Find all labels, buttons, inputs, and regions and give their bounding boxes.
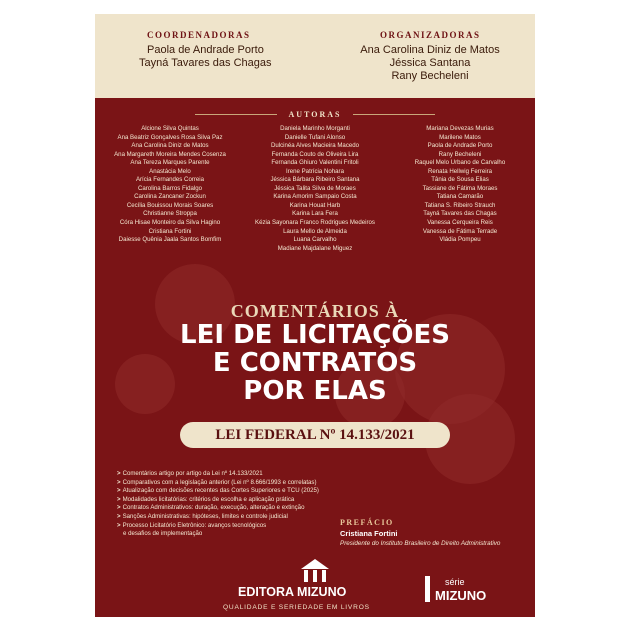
author-name: Carolina Zancaner Zockun — [134, 193, 206, 201]
bullet-item: e desafios de implementação — [123, 530, 203, 538]
author-name: Tatiana S. Ribeiro Strauch — [424, 201, 496, 209]
author-name: Jéssica Bárbara Ribeiro Santana — [270, 176, 360, 184]
author-name: Karina Lara Fera — [292, 210, 338, 218]
author-name: Daiesse Quênia Jaala Santos Bomfim — [118, 236, 222, 244]
organizadoras-label: ORGANIZADORAS — [380, 30, 481, 40]
authors-column — [242, 125, 388, 253]
subtitle-comentarios: COMENTÁRIOS À — [230, 301, 400, 321]
author-name: Córa Hisae Monteiro da Silva Hagino — [119, 219, 221, 227]
author-name: Paola de Andrade Porto — [427, 142, 493, 150]
serie-label: série — [445, 577, 465, 587]
author-name: Irene Patrícia Nohara — [286, 167, 344, 175]
prefacio-label: PREFÁCIO — [340, 518, 394, 527]
author-name: Tânia de Sousa Elias — [431, 176, 489, 184]
authors-column — [387, 125, 533, 245]
author-name: Anastácia Melo — [149, 167, 191, 175]
publisher-tagline: QUALIDADE E SERIEDADE EM LIVROS — [223, 604, 370, 611]
author-name: Laura Mello de Almeida — [283, 227, 347, 235]
prefacio-name: Cristiana Fortini — [340, 529, 398, 538]
organizadora-name: Jéssica Santana — [389, 57, 471, 69]
author-name: Ana Margareth Moreira Mendes Cosenza — [114, 150, 226, 158]
bullet-item: > Processo Licitatório Eletrônico: avanços tecnológicos — [117, 521, 267, 529]
bullet-list — [117, 470, 357, 539]
author-name: Marilene Matos — [439, 133, 481, 141]
main-title-line: E CONTRATOS — [212, 348, 418, 378]
author-name: Fernanda Couto de Oliveira Lira — [271, 150, 359, 158]
author-name: Daniela Marinho Morganti — [280, 125, 350, 132]
author-name: Cristiana Fortini — [148, 227, 192, 235]
author-name: Renata Hellwig Ferreira — [427, 167, 492, 175]
author-name: Ana Beatriz Gonçalves Rosa Silva Paz — [117, 133, 223, 141]
author-name: Ana Tereza Marques Parente — [130, 159, 210, 167]
autoras-label: AUTORAS — [288, 110, 342, 119]
coordenadoras-label: COORDENADORAS — [147, 30, 251, 40]
author-name: Madiane Majdalane Miguez — [277, 244, 353, 252]
author-name: Kézia Sayonara Franco Rodrigues Medeiros — [255, 219, 375, 227]
serie-name: MIZUNO — [435, 588, 487, 603]
publisher-name: EDITORA MIZUNO — [238, 585, 347, 599]
author-name: Alcione Silva Quintas — [141, 125, 199, 132]
law-badge: LEI FEDERAL Nº 14.133/2021 — [180, 422, 450, 448]
serie-bar — [425, 576, 430, 602]
bullet-item: > Atualização com decisões recentes das Cortes Superiores e TCU (2025) — [117, 487, 319, 495]
bullet-item: > Contratos Administrativos: duração, execução, alteração e extinção — [117, 504, 305, 512]
coordenadora-name: Paola de Andrade Porto — [147, 44, 264, 56]
author-name: Raquel Melo Urbano de Carvalho — [414, 159, 506, 167]
bullet-item: > Comentários artigo por artigo da Lei nº 14.133/2021 — [117, 470, 263, 477]
author-name: Vanessa Cerqueira Reis — [427, 219, 493, 227]
bullet-item: > Sanções Administrativas: hipóteses, limites e controle judicial — [117, 512, 288, 520]
author-name: Tatiana Camarão — [436, 193, 484, 201]
author-name: Tayná Tavares das Chagas — [423, 210, 497, 218]
author-name: Mariana Devezas Murias — [426, 125, 494, 132]
bullet-item: > Comparativos com a legislação anterior (Lei nº 8.666/1993 e correlatas) — [117, 478, 317, 486]
coordenadora-name: Tayná Tavares das Chagas — [139, 57, 272, 69]
author-name: Danielle Tufani Alonso — [284, 133, 346, 141]
main-title-line: POR ELAS — [243, 376, 387, 406]
author-name: Karina Amorim Sampaio Costa — [273, 193, 357, 201]
top-band — [95, 14, 535, 98]
author-name: Jéssica Talita Silva de Moraes — [274, 184, 356, 192]
main-title-line: LEI DE LICITAÇÕES — [180, 320, 450, 350]
author-name: Karina Houat Harb — [289, 201, 341, 209]
author-name: Fernanda Ghiuro Valentini Fritoli — [271, 159, 359, 167]
author-name: Vanessa de Fátima Terrade — [422, 227, 498, 235]
authors-column — [97, 125, 243, 245]
organizadora-name: Rany Becheleni — [391, 70, 469, 82]
prefacio-role: Presidente do Instituto Brasileiro de Direito Administrativo — [340, 540, 501, 547]
book-cover — [95, 14, 535, 617]
author-name: Carolina Barros Fidalgo — [137, 184, 202, 192]
author-name: Cecília Bouissou Morais Soares — [126, 201, 214, 209]
author-name: Vládia Pompeu — [439, 236, 481, 244]
organizadora-name: Ana Carolina Diniz de Matos — [360, 44, 500, 56]
bullet-item: > Modalidades licitatórias: critérios de escolha e aplicação prática — [117, 495, 295, 503]
author-name: Christianne Stroppa — [143, 210, 197, 218]
author-name: Dulcinéa Alves Macieira Macedo — [270, 142, 360, 150]
author-name: Arícia Fernandes Correia — [135, 176, 205, 184]
divider-line — [353, 114, 435, 115]
publisher-logo-icon — [297, 557, 333, 585]
author-name: Ana Carolina Diniz de Matos — [131, 142, 209, 150]
author-name: Rany Becheleni — [438, 150, 482, 158]
author-name: Luana Carvalho — [293, 236, 337, 244]
author-name: Tassiane de Fátima Moraes — [422, 184, 498, 192]
